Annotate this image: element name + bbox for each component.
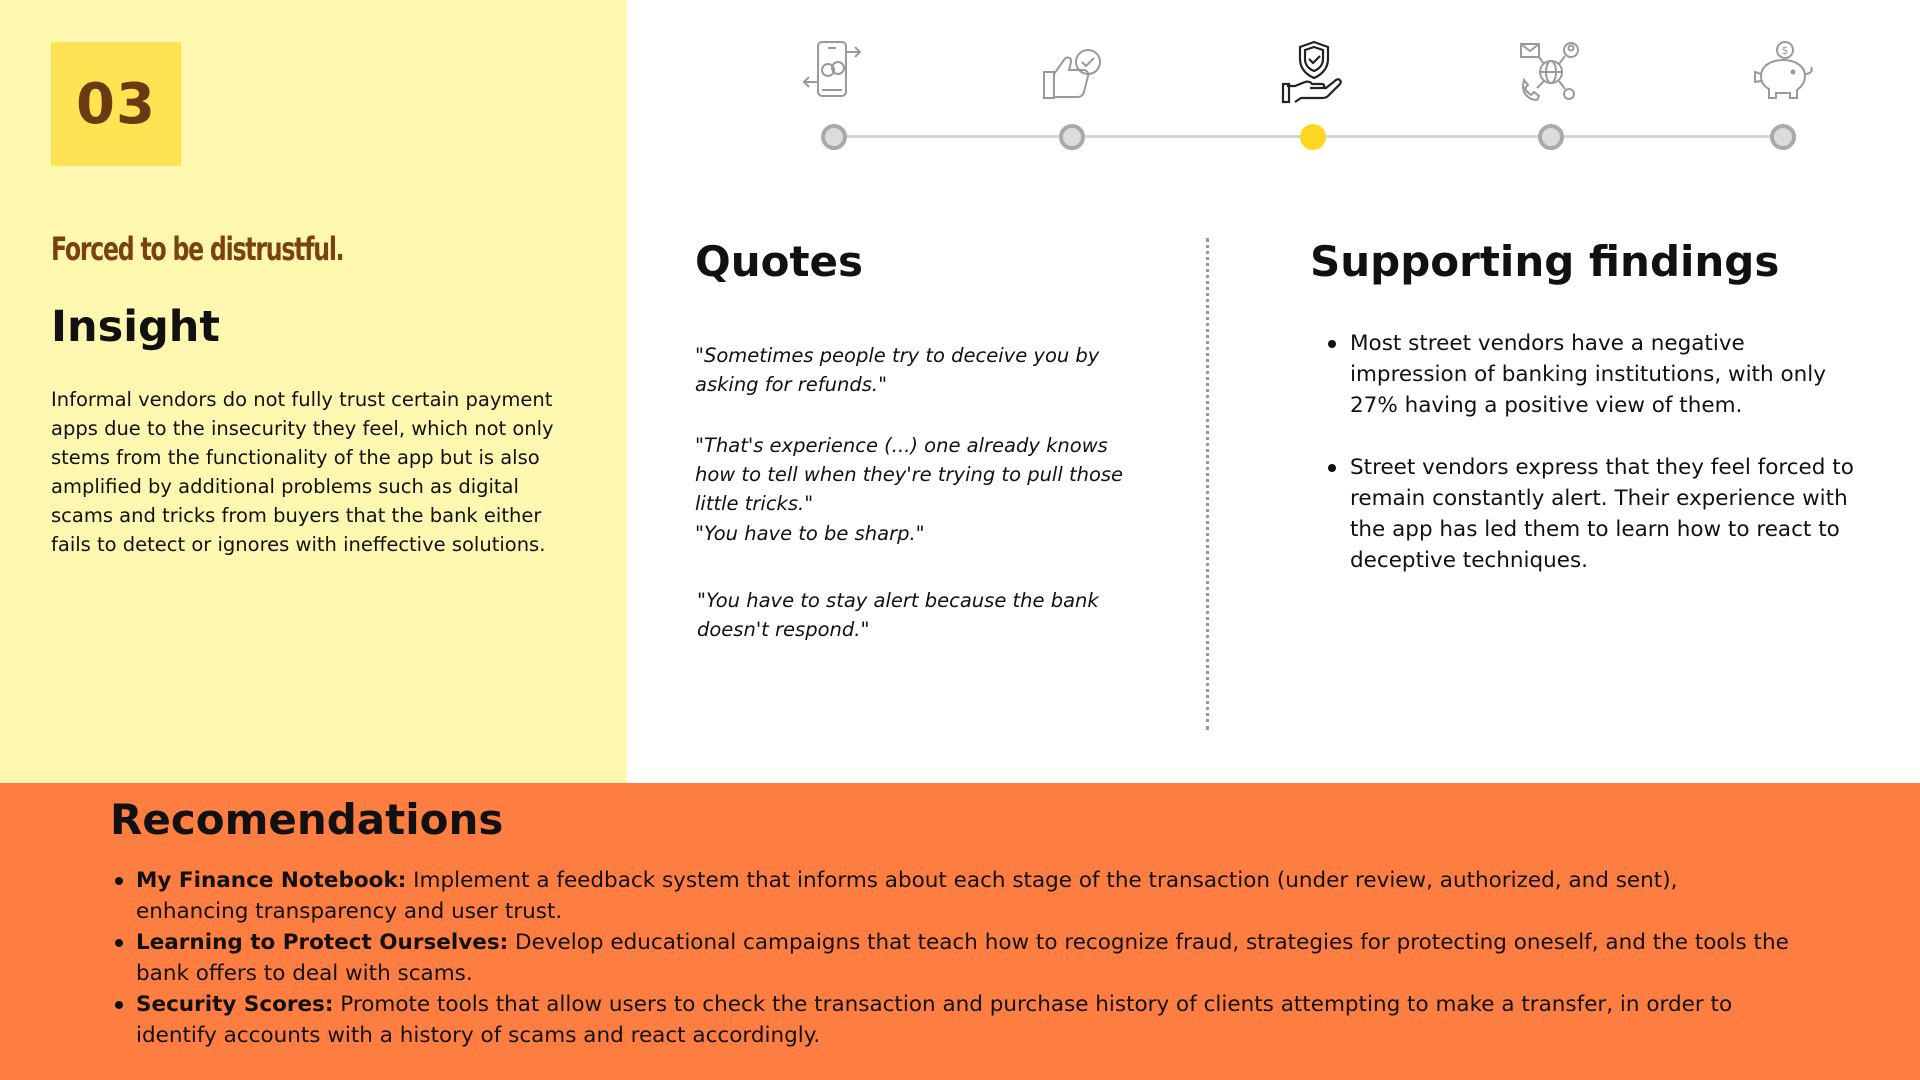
findings-list — [1350, 328, 1860, 607]
recommendation-text: Develop educational campaigns that teach how to recognize fraud, strategies for protecting oneself, and the tools the bank offers to deal with scams. — [136, 930, 1789, 986]
recommendation-label: My Finance Notebook: — [136, 868, 407, 893]
finding-item: Most street vendors have a negative impression of banking institutions, with only 27% having a positive view of them. — [1350, 328, 1860, 421]
insight-text: Informal vendors do not fully trust certain payment apps due to the insecurity they feel, which not only stems from the functionality of the app but is also amplified by additional problems such as digital scams and tricks from buyers that the bank either fails to detect or ignores with ineffective solutions. — [51, 388, 554, 556]
recommendation-item — [136, 989, 1796, 1051]
journey-timeline — [780, 30, 1850, 160]
hand-shield-icon — [1279, 38, 1349, 108]
recommendation-label: Learning to Protect Ourselves: — [136, 930, 509, 955]
recommendation-item — [136, 865, 1796, 927]
recommendation-text: Implement a feedback system that informs about each stage of the transaction (under review, authorized, and sent), enhancing transparency and user trust. — [136, 868, 1678, 924]
communication-network-icon — [1517, 38, 1587, 108]
timeline-dot — [1059, 124, 1085, 150]
timeline-dot-active — [1300, 124, 1326, 150]
svg-text:$: $ — [1781, 44, 1789, 57]
quote-2: "That's experience (...) one already knows how to tell when they're trying to pull those little tricks." — [695, 434, 1124, 515]
tagline: Forced to be distrustful. — [51, 230, 344, 268]
recommendation-label: Security Scores: — [136, 992, 334, 1017]
findings-title: Supporting findings — [1310, 237, 1780, 286]
section-number: 03 — [76, 71, 156, 137]
thumbs-up-check-icon — [1038, 38, 1108, 108]
column-divider — [1206, 238, 1209, 730]
section-number-badge — [51, 42, 181, 166]
timeline-dot — [1770, 124, 1796, 150]
recommendation-text: Promote tools that allow users to check the transaction and purchase history of clients attempting to make a transfer, in order to identify accounts with a history of scams and react accordingly. — [136, 992, 1733, 1048]
timeline-step-3[interactable] — [1259, 30, 1369, 160]
recommendations-list — [136, 865, 1796, 1051]
quote-4: "You have to stay alert because the bank doesn't respond." — [697, 589, 1099, 641]
timeline-step-4[interactable] — [1497, 30, 1607, 160]
timeline-step-1[interactable] — [780, 30, 890, 160]
timeline-dot — [1538, 124, 1564, 150]
quote-3: "You have to be sharp." — [695, 522, 925, 545]
timeline-step-5[interactable] — [1729, 30, 1839, 160]
finding-item: Street vendors express that they feel forced to remain constantly alert. Their experience with the app has led them to learn how to react to deceptive techniques. — [1350, 452, 1860, 576]
piggy-bank-icon — [1749, 38, 1819, 108]
quotes-title: Quotes — [695, 237, 864, 286]
quote-1: "Sometimes people try to deceive you by asking for refunds." — [695, 344, 1100, 396]
recommendations-title: Recomendations — [110, 795, 504, 844]
insight-title: Insight — [51, 302, 220, 352]
timeline-dot — [821, 124, 847, 150]
timeline-step-2[interactable] — [1018, 30, 1128, 160]
mobile-payment-icon — [800, 38, 870, 108]
recommendation-item — [136, 927, 1796, 989]
